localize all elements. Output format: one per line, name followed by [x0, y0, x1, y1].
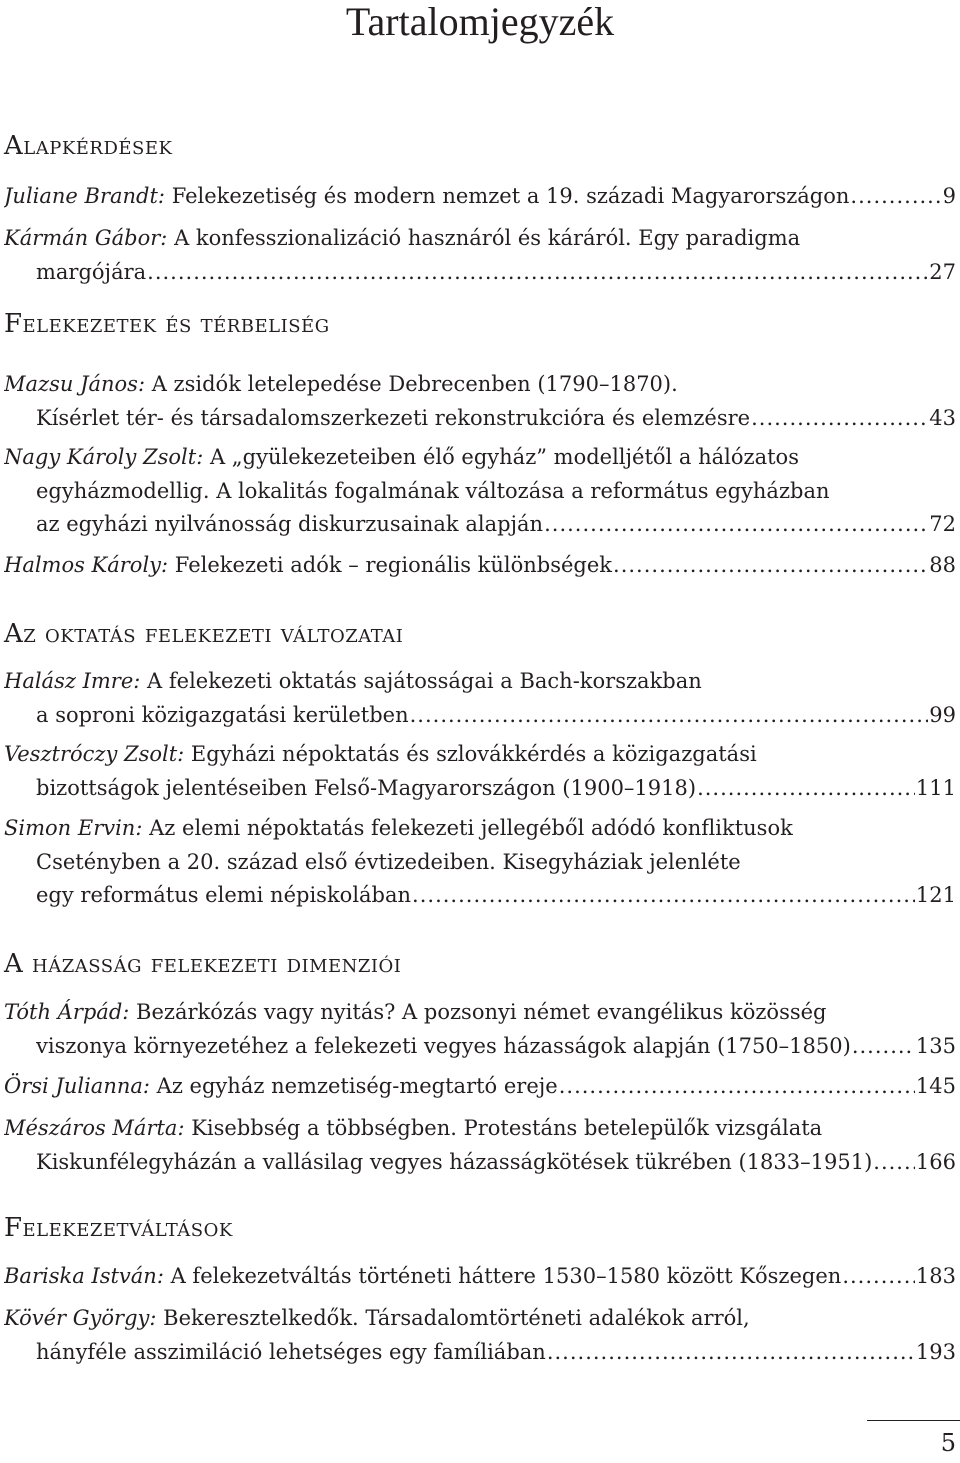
entry-title: hányféle asszimiláció lehetséges egy famíliában — [36, 1339, 546, 1364]
entry-title: Egyházi népoktatás és szlovákkérdés a közigazgatási — [190, 742, 757, 766]
entry-text-wrap — [36, 1336, 546, 1369]
entry-page-number: 88 — [929, 553, 956, 577]
page-number: 5 — [940, 1429, 956, 1457]
entry-text-wrap — [4, 1000, 827, 1024]
toc-entry-continuation — [36, 879, 956, 912]
toc-entry — [4, 812, 956, 845]
entry-page-number: 9 — [942, 184, 956, 208]
entry-author: Vesztróczy Zsolt: — [4, 742, 185, 766]
entry-text-wrap — [4, 1306, 750, 1330]
entry-page-number: 183 — [915, 1264, 956, 1288]
toc-entry-continuation — [36, 846, 956, 879]
entry-title: Az egyház nemzetiség-megtartó ereje — [156, 1074, 558, 1098]
entry-author: Halmos Károly: — [4, 553, 169, 577]
dot-leader — [412, 879, 915, 912]
entry-title: egyházmodellig. A lokalitás fogalmának változása a református egyházban — [36, 478, 830, 503]
section-heading: Felekezetek és térbeliség — [4, 309, 330, 339]
entry-author: Juliane Brandt: — [4, 184, 165, 208]
entry-page-number: 193 — [915, 1339, 956, 1364]
section-heading: Alapkérdések — [4, 131, 173, 161]
entry-title: A zsidók letelepedése Debrecenben (1790–1870). — [151, 372, 678, 396]
entry-title: A felekezetváltás történeti háttere 1530–1580 között Kőszegen — [170, 1264, 842, 1288]
toc-entry — [4, 222, 956, 255]
dot-leader — [852, 1030, 915, 1063]
entry-text-wrap — [36, 699, 409, 732]
page-title: Tartalomjegyzék — [345, 0, 615, 44]
entry-text-wrap — [4, 180, 849, 213]
entry-text-wrap — [4, 816, 793, 840]
entry-title: Csetényben a 20. század első évtizedeiben. Kisegyháziak jelenléte — [36, 849, 741, 874]
entry-page-number: 43 — [929, 405, 956, 430]
toc-entry — [4, 665, 956, 698]
entry-author: Simon Ervin: — [4, 816, 143, 840]
toc-entry-continuation — [36, 1030, 956, 1063]
entry-text-wrap — [4, 1070, 558, 1103]
entry-page-number: 72 — [929, 512, 956, 536]
entry-page-number: 145 — [915, 1074, 956, 1098]
toc-entry-continuation — [36, 508, 956, 541]
entry-text-wrap — [4, 1260, 841, 1293]
section-heading: Felekezetváltások — [4, 1213, 233, 1243]
entry-title: a soproni közigazgatási kerületben — [36, 702, 409, 727]
entry-author: Kövér György: — [4, 1306, 157, 1330]
page-number-rule — [867, 1420, 960, 1421]
entry-text-wrap — [36, 1146, 872, 1179]
toc-entry-continuation — [36, 256, 956, 289]
section-heading: A házasság felekezeti dimenziói — [4, 949, 402, 979]
entry-text-wrap — [4, 1116, 822, 1140]
toc-entry — [4, 1302, 956, 1335]
entry-text-wrap — [36, 879, 411, 912]
entry-author: Tóth Árpád: — [4, 1000, 130, 1024]
entry-text-wrap — [4, 742, 757, 766]
toc-entry — [4, 1112, 956, 1145]
entry-author: Mazsu János: — [4, 372, 146, 396]
dot-leader — [697, 772, 915, 805]
entry-title: Kisebbség a többségben. Protestáns betelepülők vizsgálata — [191, 1116, 823, 1140]
toc-entry-continuation — [36, 1146, 956, 1179]
entry-text-wrap — [4, 445, 799, 469]
entry-text-wrap — [4, 669, 702, 693]
dot-leader — [873, 1146, 915, 1179]
entry-text-wrap — [36, 402, 750, 435]
entry-page-number: 27 — [929, 259, 956, 284]
entry-title: egy református elemi népiskolában — [36, 883, 412, 907]
toc-entry-continuation — [36, 402, 956, 435]
section-heading: Az oktatás felekezeti változatai — [4, 619, 404, 649]
entry-page-number: 111 — [915, 775, 956, 800]
entry-text-wrap — [4, 226, 800, 250]
dot-leader — [850, 180, 941, 213]
entry-text-wrap — [36, 850, 741, 874]
entry-author: Mészáros Márta: — [4, 1116, 185, 1140]
entry-text-wrap — [36, 508, 543, 541]
dot-leader — [147, 256, 928, 289]
dot-leader — [544, 508, 928, 541]
dot-leader — [410, 699, 929, 732]
toc-entry — [4, 738, 956, 771]
entry-text-wrap — [36, 479, 830, 503]
toc-entry — [4, 180, 956, 213]
entry-title: Bezárkózás vagy nyitás? A pozsonyi német evangélikus közösség — [136, 1000, 827, 1024]
entry-text-wrap — [36, 772, 696, 805]
toc-entry — [4, 368, 956, 401]
entry-title: A „gyülekezeteiben élő egyház” modelljétől a hálózatos — [209, 445, 799, 469]
entry-author: Kármán Gábor: — [4, 226, 168, 250]
toc-entry-continuation — [36, 772, 956, 805]
dot-leader — [751, 402, 928, 435]
entry-title: Bekeresztelkedők. Társadalomtörténeti adalékok arról, — [163, 1306, 750, 1330]
entry-page-number: 121 — [915, 883, 956, 907]
entry-title: margójára — [36, 259, 147, 284]
entry-text-wrap — [36, 256, 146, 289]
entry-text-wrap — [4, 372, 678, 396]
dot-leader — [547, 1336, 915, 1369]
dot-leader — [613, 549, 928, 582]
entry-title: bizottságok jelentéseiben Felső-Magyarországon (1900–1918) — [36, 775, 697, 800]
entry-page-number: 99 — [929, 702, 956, 727]
toc-entry — [4, 549, 956, 582]
entry-title: Kísérlet tér- és társadalomszerkezeti rekonstrukcióra és elemzésre — [36, 405, 751, 430]
entry-author: Örsi Julianna: — [4, 1074, 150, 1098]
entry-author: Bariska István: — [4, 1264, 164, 1288]
entry-page-number: 135 — [915, 1033, 956, 1058]
dot-leader — [559, 1070, 915, 1103]
entry-author: Nagy Károly Zsolt: — [4, 445, 204, 469]
entry-author: Halász Imre: — [4, 669, 141, 693]
entry-title: Az elemi népoktatás felekezeti jellegéből adódó konfliktusok — [149, 816, 793, 840]
toc-entry-continuation — [36, 1336, 956, 1369]
entry-title: Felekezetiség és modern nemzet a 19. századi Magyarországon — [171, 184, 850, 208]
dot-leader — [842, 1260, 915, 1293]
entry-text-wrap — [36, 1030, 851, 1063]
entry-page-number: 166 — [915, 1149, 956, 1174]
entry-title: Kiskunfélegyházán a vallásilag vegyes házasságkötések tükrében (1833–1951) — [36, 1149, 873, 1174]
entry-title: A konfesszionalizáció hasznáról és káráról. Egy paradigma — [174, 226, 801, 250]
toc-entry-continuation — [36, 699, 956, 732]
toc-entry — [4, 1260, 956, 1293]
toc-entry-continuation — [36, 475, 956, 508]
toc-entry — [4, 441, 956, 474]
toc-entry — [4, 996, 956, 1029]
entry-title: A felekezeti oktatás sajátosságai a Bach-korszakban — [147, 669, 702, 693]
entry-title: az egyházi nyilvánosság diskurzusainak alapján — [36, 512, 544, 536]
entry-title: viszonya környezetéhez a felekezeti vegyes házasságok alapján (1750–1850) — [36, 1033, 851, 1058]
toc-entry — [4, 1070, 956, 1103]
entry-text-wrap — [4, 549, 612, 582]
entry-title: Felekezeti adók – regionális különbségek — [174, 553, 613, 577]
